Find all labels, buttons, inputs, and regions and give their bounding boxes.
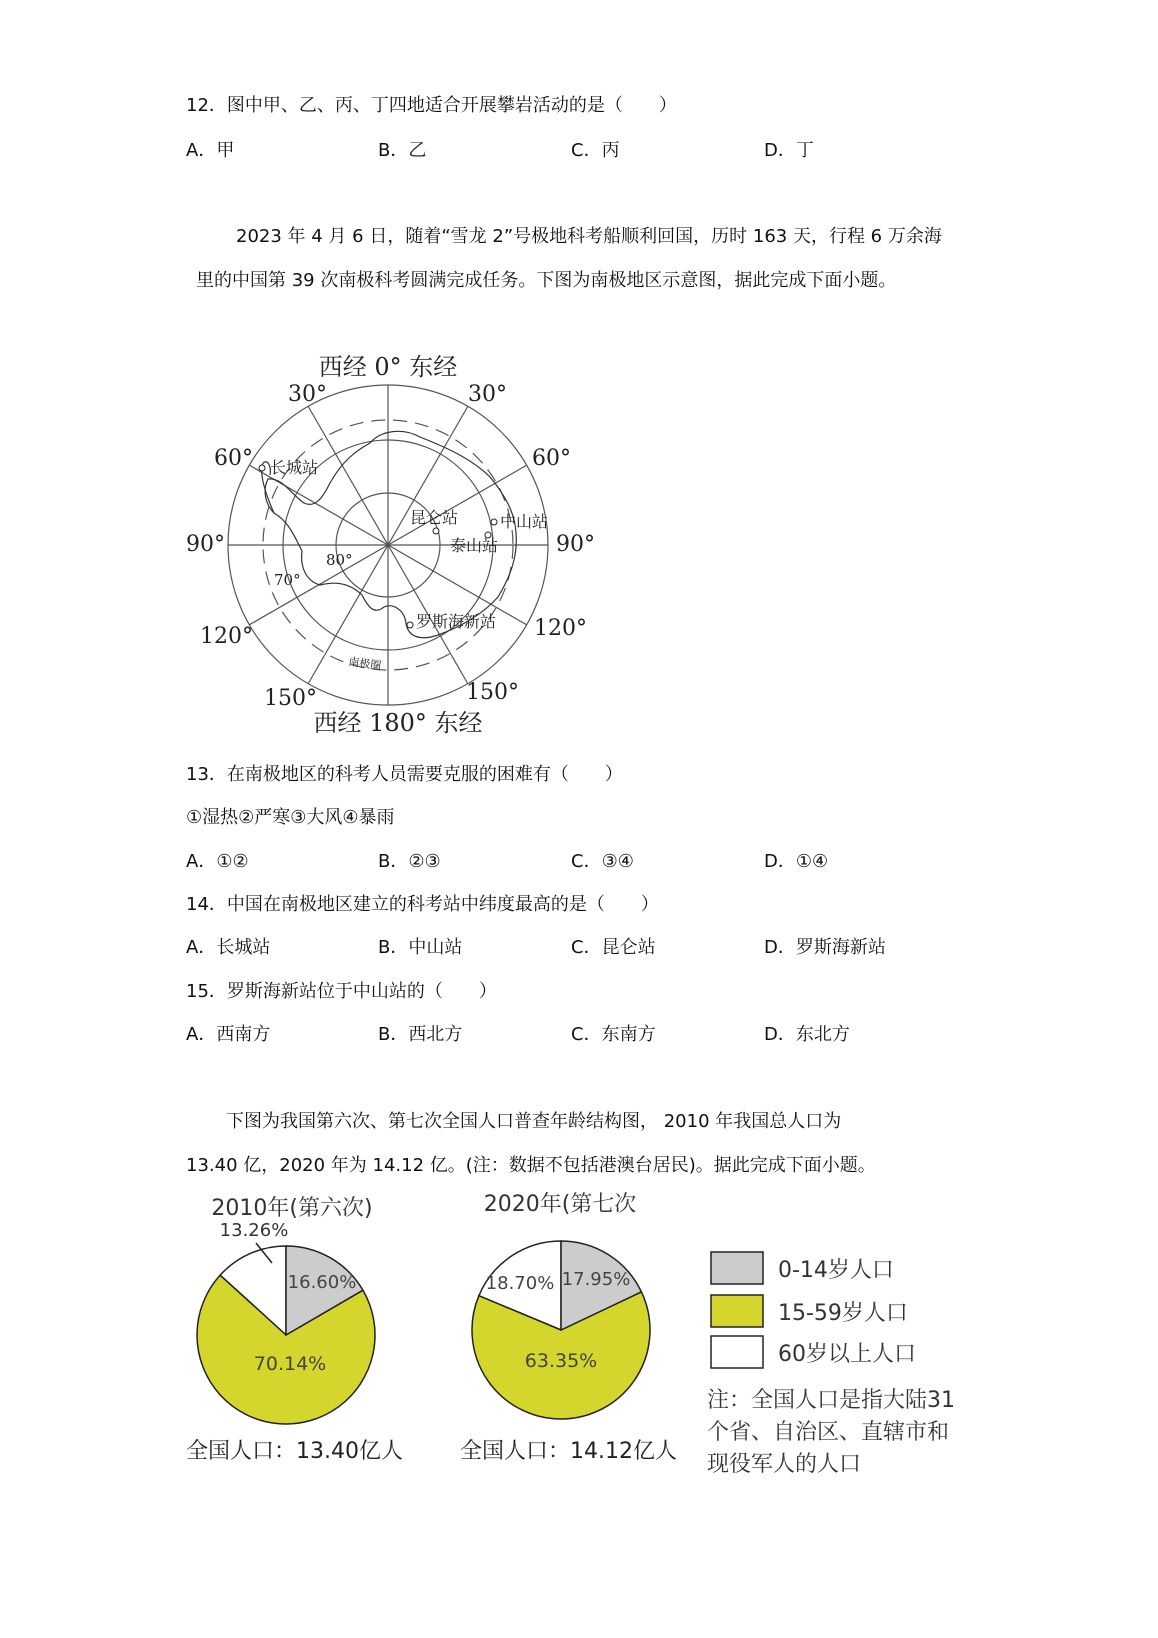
lon-label-e120: 120°: [534, 616, 587, 641]
pie-2020-label-elderly: 18.70%: [485, 1273, 555, 1294]
pie-2010-title: 2010年(第六次): [211, 1196, 373, 1221]
lat-label-70: 70°: [274, 571, 301, 589]
pie-2010-label-working: 70.14%: [253, 1353, 327, 1375]
legend-swatch-elderly: [711, 1336, 763, 1368]
pie-2010-caption: 全国人口：13.40亿人: [186, 1439, 403, 1464]
legend-note-line3: 现役军人的人口: [707, 1452, 862, 1477]
population-pie-charts: [0, 1185, 1158, 1505]
q12-option-b: B．乙: [378, 140, 427, 161]
legend-swatch-working: [711, 1295, 763, 1327]
lon-label-w30: 30°: [288, 382, 327, 407]
lon-label-w120: 120°: [200, 624, 253, 649]
pie-2020-label-working: 63.35%: [524, 1350, 598, 1372]
lon-label-w150: 150°: [264, 686, 317, 711]
pie-2020-title: 2020年(第七次: [483, 1192, 637, 1217]
legend-label-working: 15-59岁人口: [778, 1301, 908, 1326]
legend-note-line1: 注：全国人口是指大陆31: [707, 1388, 955, 1413]
map-top-label: 西经 0° 东经: [318, 353, 458, 381]
legend-note-line2: 个省、自治区、直辖市和: [707, 1420, 950, 1445]
station-changcheng-label: 长城站: [270, 458, 319, 477]
station-zhongshan-marker: [491, 519, 497, 525]
passage-2-line1: 下图为我国第六次、第七次全国人口普查年龄结构图， 2010 年我国总人口为: [226, 1111, 842, 1132]
q15-option-d: D．东北方: [764, 1024, 850, 1045]
lon-label-e30: 30°: [468, 382, 507, 407]
q15-option-c: C．东南方: [571, 1024, 656, 1045]
q14-option-d: D．罗斯海新站: [764, 937, 886, 958]
lon-label-e150: 150°: [466, 680, 519, 705]
lon-label-w60: 60°: [214, 446, 253, 471]
map-bottom-label: 西经 180° 东经: [313, 709, 483, 737]
q15-option-a: A．西南方: [186, 1024, 271, 1045]
legend-swatch-child: [711, 1252, 763, 1284]
antarctic-map: [170, 345, 610, 745]
pie-chart-2020: [460, 1192, 677, 1464]
passage-1-text: 2023 年 4 月 6 日，随着“雪龙 2”号极地科考船顺利回国，历时 163 天，行程 6 万余海里的中国第 39 次南极科考圆满完成任务。下图为南极地区示意图，据此完成下面小题。: [196, 226, 942, 291]
station-kunlun-label: 昆仑站: [410, 508, 459, 527]
passage-1: [196, 215, 956, 303]
lat-label-80: 80°: [326, 551, 353, 569]
q13-sub: ①湿热②严寒③大风④暴雨: [186, 807, 395, 828]
q14-option-b: B．中山站: [378, 937, 463, 958]
pie-2010-label-elderly: 13.26%: [219, 1220, 289, 1241]
q13-option-d: D．①④: [764, 851, 829, 872]
q14-option-a: A．长城站: [186, 937, 271, 958]
pie-legend: [707, 1252, 955, 1477]
lon-label-w90: 90°: [186, 532, 225, 557]
q13-option-b: B．②③: [378, 851, 441, 872]
station-rosshai-label: 罗斯海新站: [416, 612, 497, 631]
legend-label-elderly: 60岁以上人口: [778, 1342, 916, 1367]
pie-2010-label-child: 16.60%: [287, 1272, 357, 1293]
pie-chart-2010: [186, 1196, 403, 1464]
q12-option-d: D．丁: [764, 140, 814, 161]
pie-2020-caption: 全国人口：14.12亿人: [460, 1439, 677, 1464]
legend-label-child: 0-14岁人口: [778, 1258, 894, 1283]
station-zhongshan-label: 中山站: [500, 512, 549, 531]
q15-option-b: B．西北方: [378, 1024, 463, 1045]
q12-option-c: C．丙: [571, 140, 620, 161]
q12-option-a: A．甲: [186, 140, 235, 161]
q13-option-c: C．③④: [571, 851, 634, 872]
station-kunlun-marker: [433, 528, 439, 534]
station-rosshai-marker: [407, 622, 413, 628]
q13-option-a: A．①②: [186, 851, 249, 872]
passage-2-line2: 13.40 亿，2020 年为 14.12 亿。(注：数据不包括港澳台居民)。据此完成下面小题。: [186, 1155, 876, 1176]
station-changcheng-marker: [259, 465, 265, 471]
q13-stem: 13．在南极地区的科考人员需要克服的困难有（ ）: [186, 764, 623, 785]
pie-2020-label-child: 17.95%: [561, 1269, 631, 1290]
lon-label-e60: 60°: [532, 446, 571, 471]
q14-option-c: C．昆仑站: [571, 937, 656, 958]
q15-stem: 15．罗斯海新站位于中山站的（ ）: [186, 981, 497, 1002]
lon-label-e90: 90°: [556, 532, 595, 557]
q12-stem: 12．图中甲、乙、丙、丁四地适合开展攀岩活动的是（ ）: [186, 95, 677, 116]
q14-stem: 14．中国在南极地区建立的科考站中纬度最高的是（ ）: [186, 894, 659, 915]
antarctic-circle-label: 南极圈: [347, 655, 383, 673]
station-taishan-label: 泰山站: [450, 536, 499, 555]
